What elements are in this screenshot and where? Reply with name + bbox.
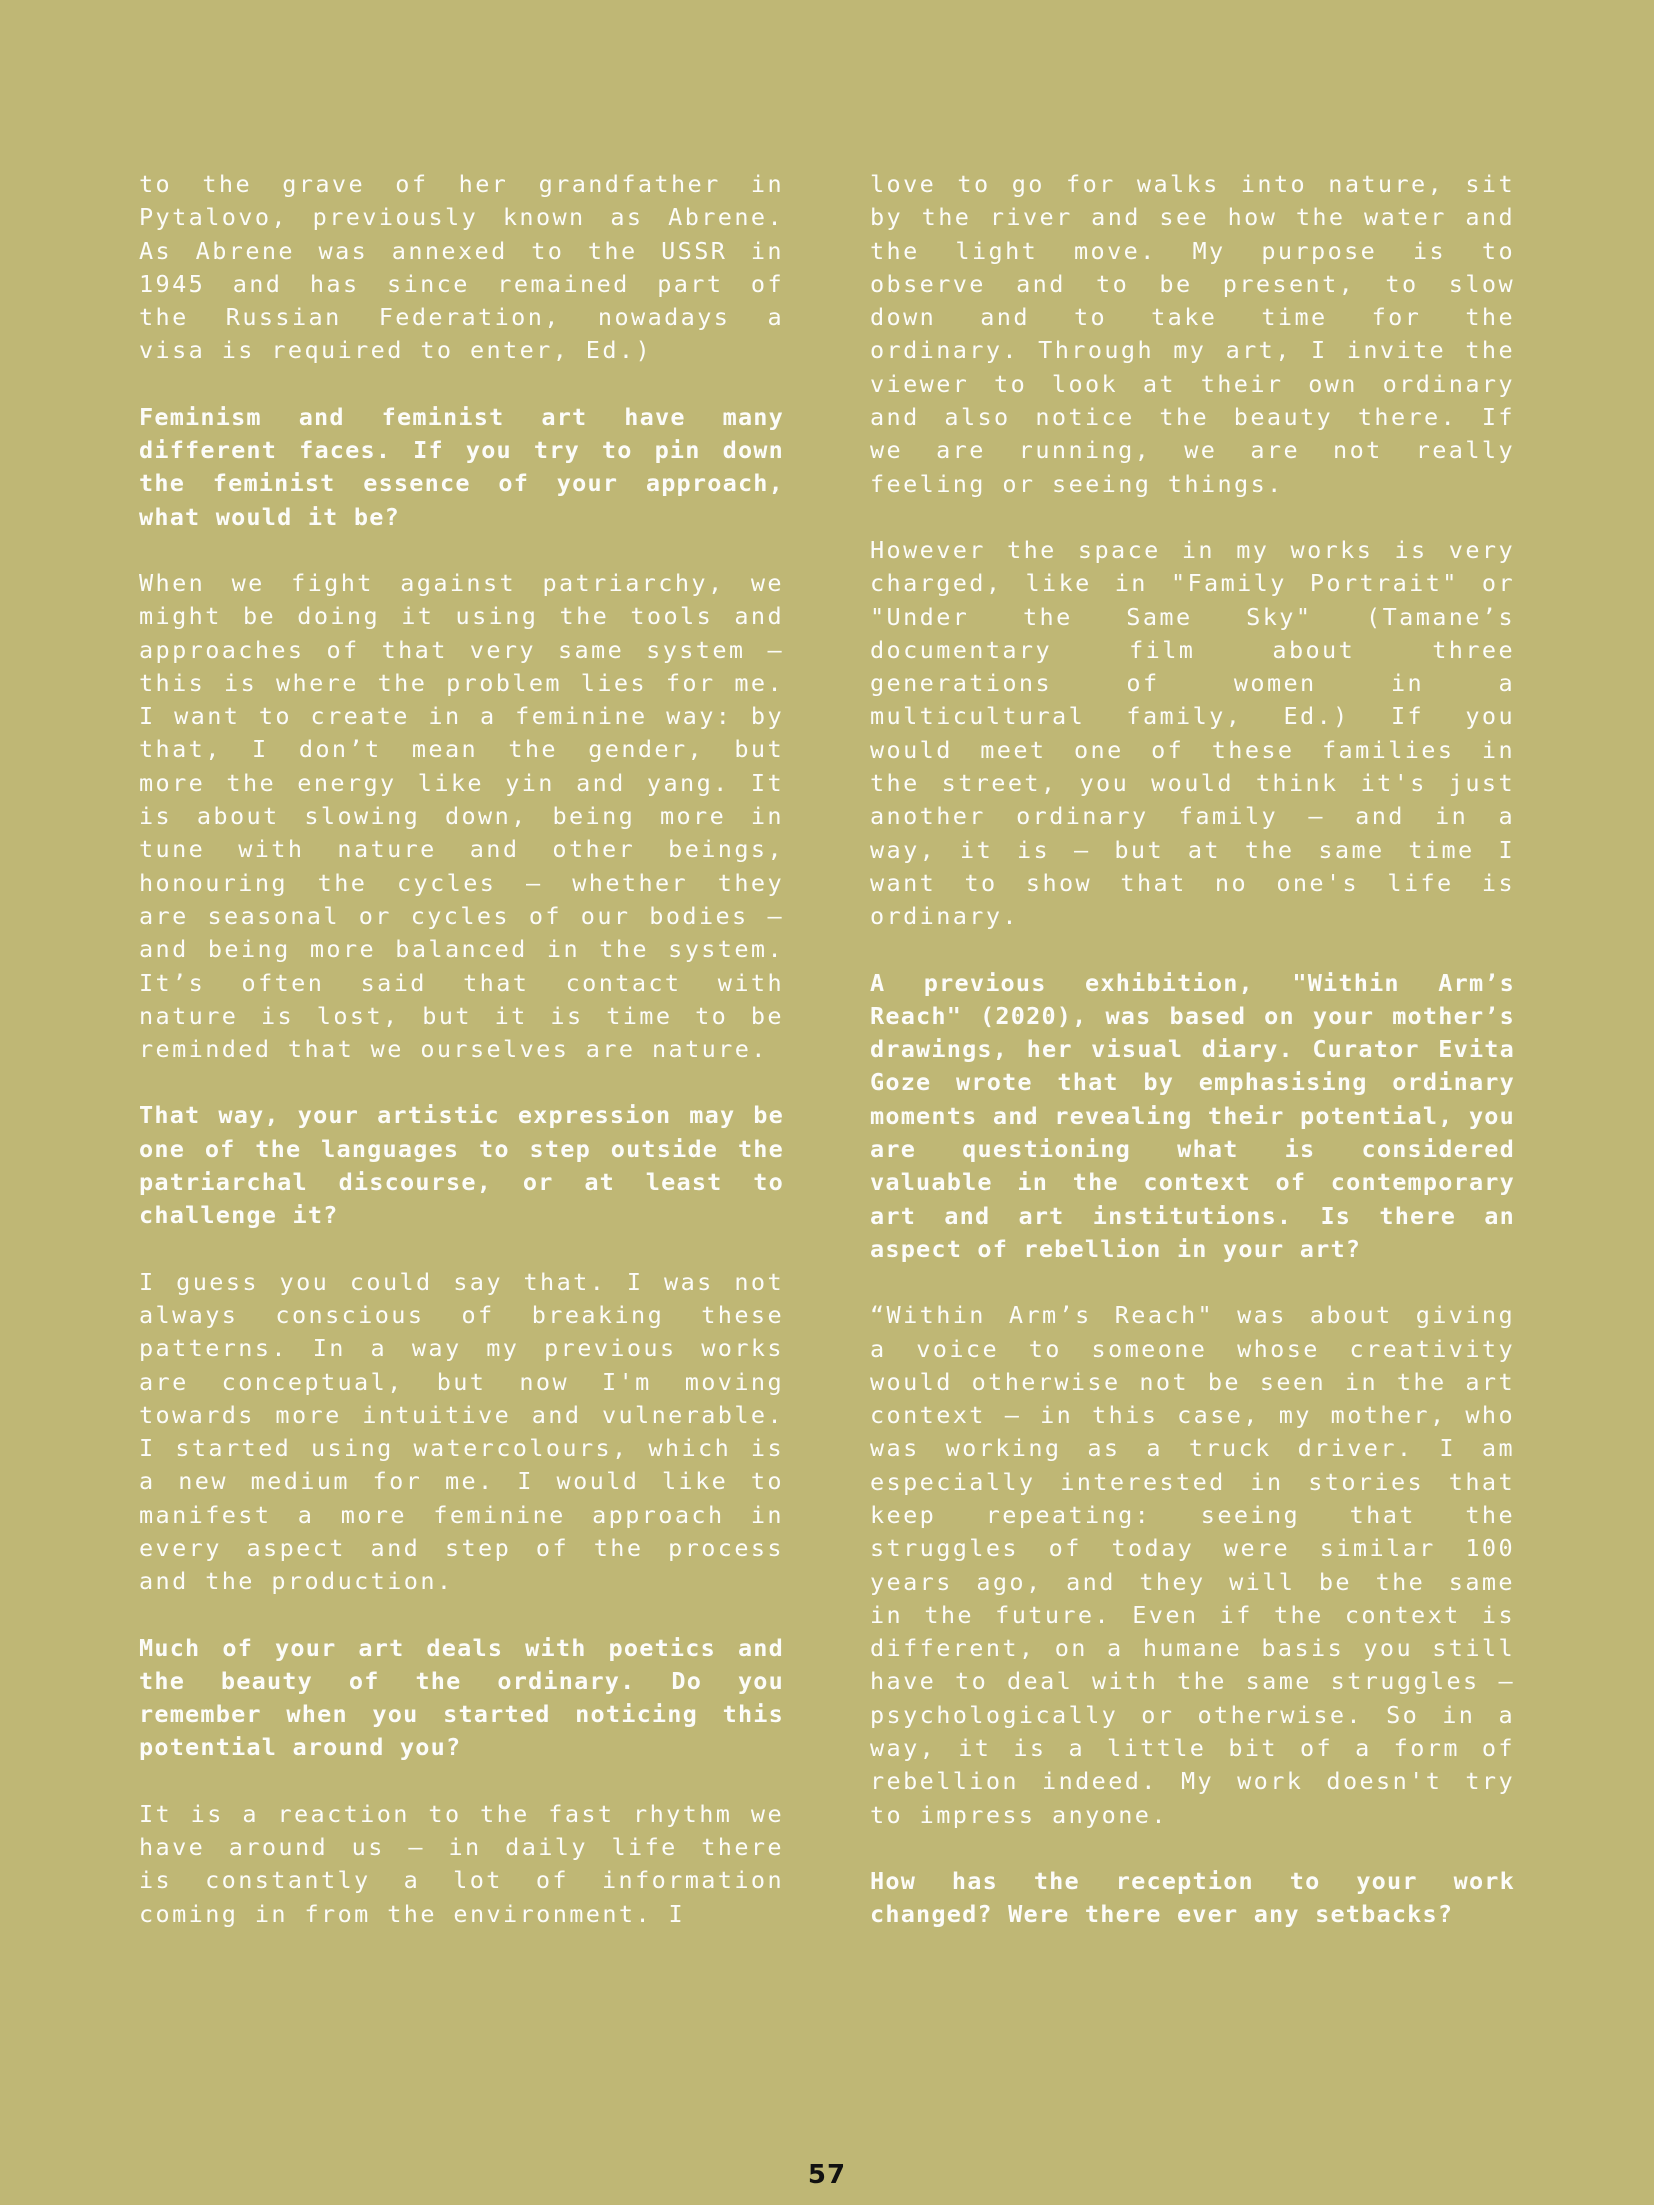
question-paragraph: A previous exhibition, "Within Arm’s Reach" (2020), was based on your mother’s drawings, her visual diary. Curator Evita Goze wrote that by emphasising ordinary moments and revealing their potential, you are questioning what is considered valuable in the context of contemporary art and art institutions. Is there an aspect of rebellion in your art? xyxy=(870,968,1515,1263)
question-paragraph: Feminism and feminist art have many different faces. If you try to pin down the feminist essence of your approach, what would it be? xyxy=(139,402,784,531)
answer-paragraph: However the space in my works is very charged, like in "Family Portrait" or "Under the Same Sky" (Tamane’s documentary film about three generations of women in a multicultural family, Ed.) If you would meet one of these families in the street, you would think it's just another ordinary family – and in a way, it is – but at the same time I want to show that no one's life is ordinary. xyxy=(870,535,1515,931)
answer-paragraph: to the grave of her grandfather in Pytalovo, previously known as Abrene. As Abrene was annexed to the USSR in 1945 and has since remained part of the Russian Federation, nowadays a visa is required to enter, Ed.) xyxy=(139,170,784,365)
answer-paragraph: When we fight against patriarchy, we might be doing it using the tools and approaches of that very same system – this is where the problem lies for me. I want to create in a feminine way: by that, I don’t mean the gender, but more the energy like yin and yang. It is about slowing down, being more in tune with nature and other beings, honouring the cycles – whether they are seasonal or cycles of our bodies – and being more balanced in the system. It’s often said that contact with nature is lost, but it is time to be reminded that we ourselves are nature. xyxy=(139,568,784,1064)
right-column xyxy=(870,168,1515,1965)
answer-paragraph: I guess you could say that. I was not always conscious of breaking these patterns. In a way my previous works are conceptual, but now I'm moving towards more intuitive and vulnerable. I started using watercolours, which is a new medium for me. I would like to manifest a more feminine approach in every aspect and step of the process and the production. xyxy=(139,1267,784,1596)
question-paragraph: That way, your artistic expression may be one of the languages to step outside the patriarchal discourse, or at least to challenge it? xyxy=(139,1101,784,1230)
answer-paragraph: love to go for walks into nature, sit by the river and see how the water and the light move. My purpose is to observe and to be present, to slow down and to take time for the ordinary. Through my art, I invite the viewer to look at their own ordinary and also notice the beauty there. If we are running, we are not really feeling or seeing things. xyxy=(870,170,1515,498)
page-number: 57 xyxy=(807,2160,847,2190)
answer-paragraph: It is a reaction to the fast rhythm we have around us – in daily life there is constantly a lot of information coming in from the environment. I xyxy=(139,1799,784,1928)
question-paragraph: Much of your art deals with poetics and the beauty of the ordinary. Do you remember when you started noticing this potential around you? xyxy=(139,1633,784,1762)
left-column xyxy=(139,168,784,1964)
answer-paragraph: “Within Arm’s Reach" was about giving a voice to someone whose creativity would otherwise not be seen in the art context – in this case, my mother, who was working as a truck driver. I am especially interested in stories that keep repeating: seeing that the struggles of today were similar 100 years ago, and they will be the same in the future. Even if the context is different, on a humane basis you still have to deal with the same struggles – psychologically or otherwise. So in a way, it is a little bit of a form of rebellion indeed. My work doesn't try to impress anyone. xyxy=(870,1301,1515,1829)
question-paragraph: How has the reception to your work changed? Were there ever any setbacks? xyxy=(870,1866,1515,1929)
